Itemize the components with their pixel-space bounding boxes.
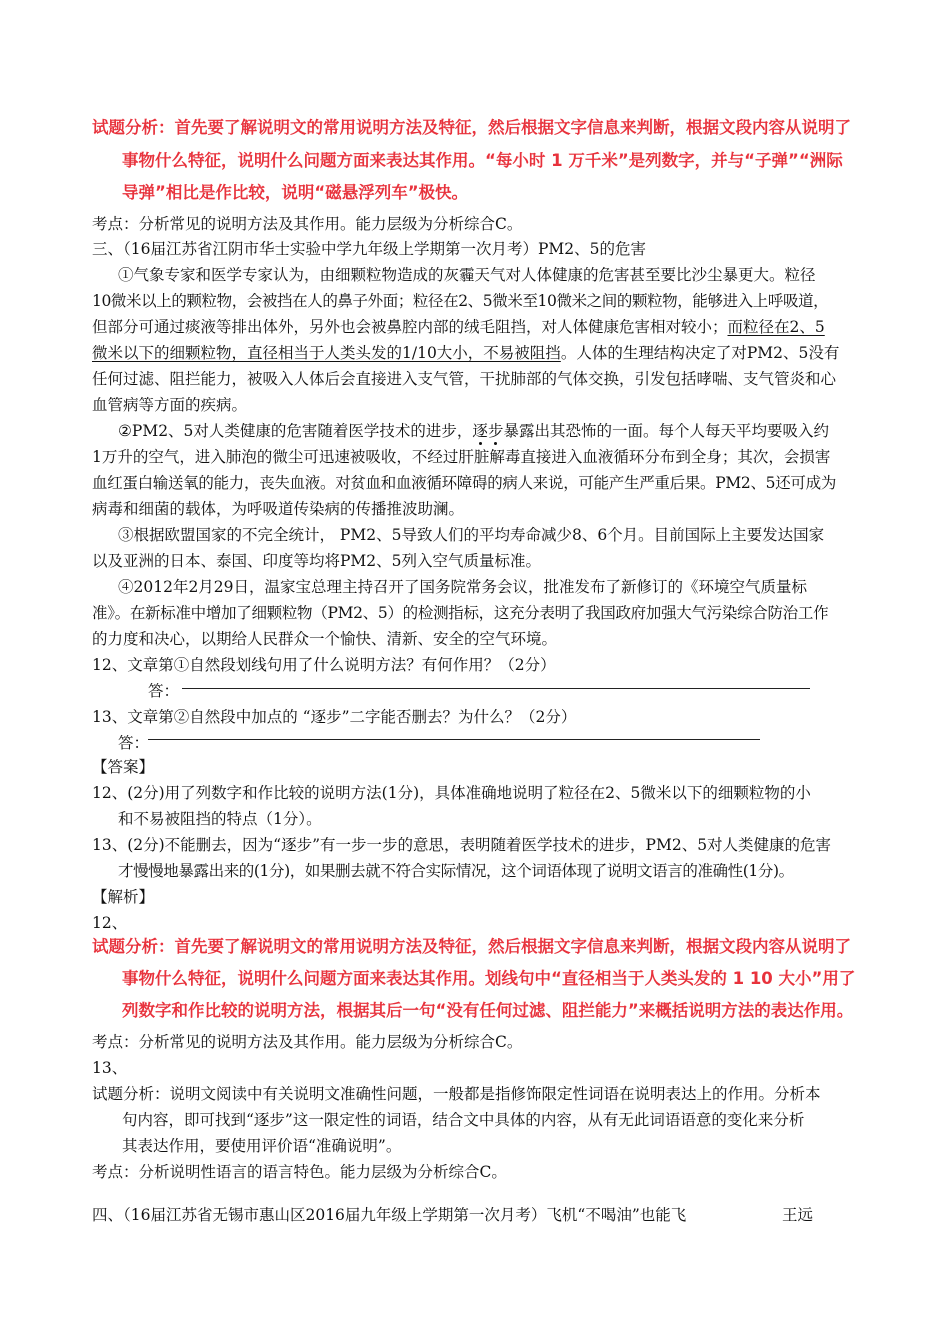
kaodian-3: 考点：分析说明性语言的语言特色。能力层级为分析综合C。 bbox=[92, 1163, 507, 1181]
analysis-13-line-2: 句内容，即可找到“逐步”这一限定性的词语，结合文中具体的内容，从有无此词语语意的变化来分析 bbox=[122, 1111, 805, 1129]
para-1-line-4 bbox=[92, 343, 839, 363]
question-13-answer-label: 答： bbox=[118, 734, 150, 752]
section-4-author: 王远 bbox=[782, 1206, 814, 1224]
analysis-13-line-1: 试题分析：说明文阅读中有关说明文准确性问题，一般都是指修饰限定性词语在说明表达上的作用。分析本 bbox=[92, 1085, 821, 1103]
para-3-line-1: ③根据欧盟国家的不完全统计， PM2、5导致人们的平均寿命减少8、6个月。目前国际上主要发达国家 bbox=[118, 526, 825, 544]
para-2-line-1-b: 暴露出其恐怖的一面。每个人每天平均要吸入约 bbox=[503, 422, 829, 440]
para-2-line-4: 病毒和细菌的载体，为呼吸道传染病的传播推波助澜。 bbox=[92, 500, 465, 518]
question-12: 12、文章第①自然段划线句用了什么说明方法？有何作用？（2分） bbox=[92, 656, 556, 674]
analysis-1-line-3: 导弹”相比是作比较，说明“磁悬浮列车”极快。 bbox=[122, 183, 469, 202]
analysis-heading: 【解析】 bbox=[92, 888, 155, 906]
para-1-line-4-text: 。人体的生理结构决定了对PM2、5没有 bbox=[560, 344, 840, 362]
para-1-line-6: 血管病等方面的疾病。 bbox=[92, 396, 248, 414]
answer-12-line-2: 和不易被阻挡的特点（1分）。 bbox=[118, 810, 322, 828]
analysis-2-line-1: 试题分析：首先要了解说明文的常用说明方法及特征，然后根据文字信息来判断，根据文段内容从说明了 bbox=[92, 937, 851, 956]
para-1-line-3-text: 但部分可通过痰液等排出体外，另外也会被鼻腔内部的绒毛阻挡，对人体健康危害相对较小； bbox=[92, 318, 728, 336]
kaodian-2: 考点：分析常见的说明方法及其作用。能力层级为分析综合C。 bbox=[92, 1033, 523, 1051]
para-2-line-1 bbox=[118, 421, 829, 441]
analysis-2-line-3: 列数字和作比较的说明方法，根据其后一句“没有任何过滤、阻拦能力”来概括说明方法的表达作用。 bbox=[122, 1001, 854, 1020]
para-1-line-1: ①气象专家和医学专家认为，由细颗粒物造成的灰霾天气对人体健康的危害甚至要比沙尘暴更大。粒径 bbox=[118, 266, 816, 284]
analysis-13-label: 13、 bbox=[92, 1059, 128, 1077]
para-4-line-3: 的力度和决心，以期给人民群众一个愉快、清新、安全的空气环境。 bbox=[92, 630, 558, 648]
underlined-sentence-part-2: 微米以下的细颗粒物，直径相当于人类头发的1/10大小，不易被阻挡 bbox=[92, 344, 561, 362]
analysis-1-line-2: 事物什么特征，说明什么问题方面来表达其作用。“每小时 1 万千米”是列数字，并与“子弹”“洲际 bbox=[122, 151, 843, 170]
answer-12-line-1: 12、(2分)用了列数字和作比较的说明方法(1分)，具体准确地说明了粒径在2、5微米以下的细颗粒物的小 bbox=[92, 784, 811, 802]
dotted-char-zhu: 逐 bbox=[472, 422, 488, 440]
para-4-line-1: ④2012年2月29日，温家宝总理主持召开了国务院常务会议，批准发布了新修订的《环境空气质量标 bbox=[118, 578, 808, 596]
dotted-char-bu: 步 bbox=[487, 422, 504, 440]
question-12-answer-line[interactable] bbox=[182, 688, 810, 689]
analysis-13-line-3: 其表达作用，要使用评价语“准确说明”。 bbox=[122, 1137, 402, 1155]
para-1-line-2: 10微米以上的颗粒物，会被挡在人的鼻子外面；粒径在2、5微米至10微米之间的颗粒物，能够进入上呼吸道， bbox=[92, 292, 829, 310]
para-2-line-2: 1万升的空气，进入肺泡的微尘可迅速被吸收，不经过肝脏解毒直接进入血液循环分布到全身；其次，会损害 bbox=[92, 448, 831, 466]
para-1-line-5: 任何过滤、阻拦能力，被吸入人体后会直接进入支气管，干扰肺部的气体交换，引发包括哮喘、支气管炎和心 bbox=[92, 370, 837, 388]
question-13: 13、文章第②自然段中加点的 “逐步”二字能否删去？为什么？（2分） bbox=[92, 708, 577, 726]
question-12-answer-label: 答： bbox=[148, 682, 180, 700]
kaodian-1: 考点：分析常见的说明方法及其作用。能力层级为分析综合C。 bbox=[92, 215, 523, 233]
analysis-1-line-1: 试题分析：首先要了解说明文的常用说明方法及特征，然后根据文字信息来判断，根据文段内容从说明了 bbox=[92, 118, 851, 137]
section-4-heading: 四、（16届江苏省无锡市惠山区2016届九年级上学期第一次月考）飞机“不喝油”也能飞 bbox=[92, 1206, 687, 1224]
question-13-answer-line[interactable] bbox=[148, 739, 760, 740]
underlined-sentence-part-1: 而粒径在2、5 bbox=[727, 318, 825, 336]
section-3-heading: 三、（16届江苏省江阴市华士实验中学九年级上学期第一次月考）PM2、5的危害 bbox=[92, 240, 646, 258]
analysis-2-line-2: 事物什么特征，说明什么问题方面来表达其作用。划线句中“直径相当于人类头发的 1 10 大小”用了 bbox=[122, 969, 856, 988]
answer-13-line-1: 13、(2分)不能删去，因为“逐步”有一步一步的意思，表明随着医学技术的进步，PM2、5对人类健康的危害 bbox=[92, 836, 832, 854]
answer-heading: 【答案】 bbox=[92, 758, 155, 776]
para-1-line-3 bbox=[92, 317, 825, 337]
para-4-line-2: 准》。在新标准中增加了细颗粒物（PM2、5）的检测指标，这充分表明了我国政府加强大气污染综合防治工作 bbox=[92, 604, 829, 622]
answer-13-line-2: 才慢慢地暴露出来的(1分)，如果删去就不符合实际情况，这个词语体现了说明文语言的准确性(1分)。 bbox=[118, 862, 794, 880]
para-3-line-2: 以及亚洲的日本、泰国、印度等均将PM2、5列入空气质量标准。 bbox=[92, 552, 542, 570]
para-2-line-1-a: ②PM2、5对人类健康的危害随着医学技术的进步， bbox=[118, 422, 473, 440]
para-2-line-3: 血红蛋白输送氧的能力，丧失血液。对贫血和血液循环障碍的病人来说，可能产生严重后果。PM2、5还可成为 bbox=[92, 474, 837, 492]
analysis-12-label: 12、 bbox=[92, 914, 128, 932]
